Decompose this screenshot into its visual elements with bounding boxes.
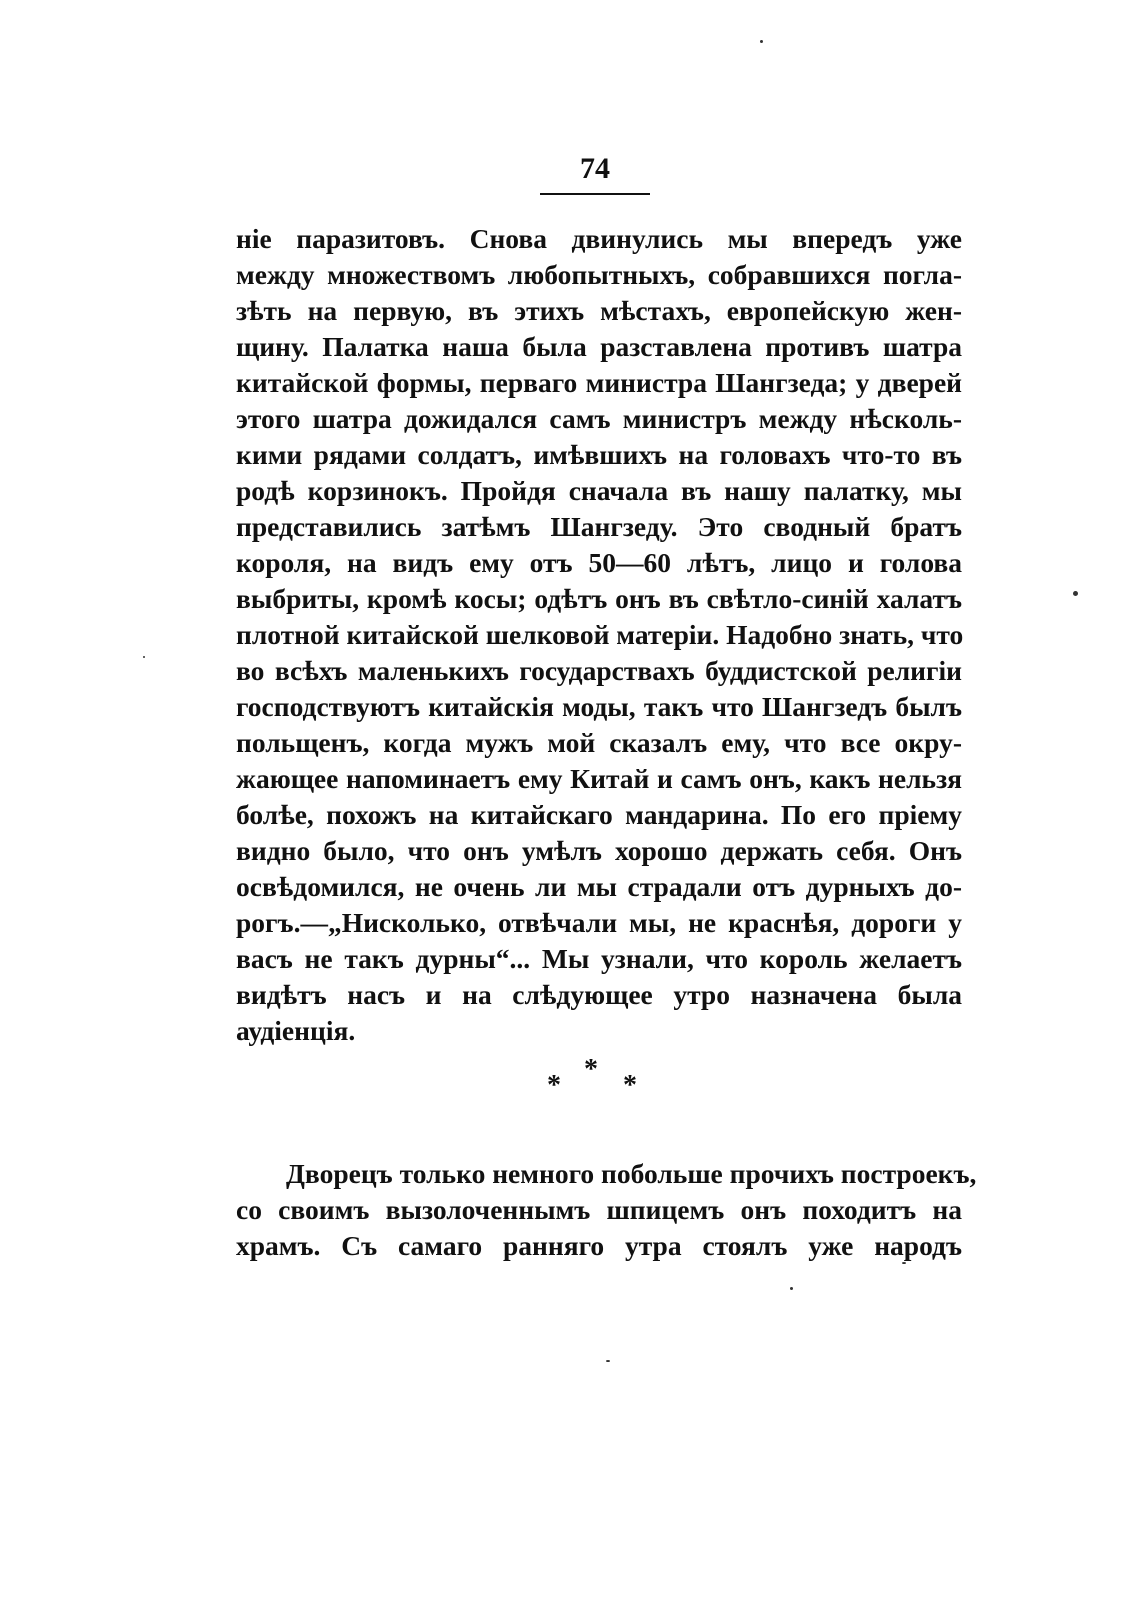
scan-speck: [790, 1287, 793, 1290]
text-line: выбриты, кромѣ косы; одѣтъ онъ въ свѣтло-синій халатъ: [236, 583, 962, 614]
asterisk-right: *: [623, 1070, 637, 1101]
text-line: видно было, что онъ умѣлъ хорошо держать себя. Онъ: [236, 835, 962, 866]
page-number: 74: [580, 152, 610, 185]
page-number-rule: [540, 193, 650, 195]
text-line: короля, на видъ ему отъ 50—60 лѣтъ, лицо и голова: [236, 547, 962, 578]
text-line: плотной китайской шелковой матеріи. Надобно знать, что: [236, 619, 964, 650]
scan-speck: [143, 656, 145, 658]
text-line: во всѣхъ маленькихъ государствахъ буддистской религіи: [236, 655, 962, 686]
paragraph-one: [236, 221, 962, 1049]
text-line: жающее напоминаетъ ему Китай и самъ онъ, какъ нельзя: [236, 763, 962, 794]
text-line: этого шатра дожидался самъ министръ между нѣсколь-: [236, 403, 962, 434]
section-break-asterisks: [530, 1054, 660, 1101]
text-line: китайской формы, перваго министра Шангзеда; у дверей: [236, 367, 962, 398]
text-line: болѣе, похожъ на китайскаго мандарина. По его пріему: [236, 799, 962, 830]
scan-speck: [760, 40, 763, 43]
text-line: кими рядами солдатъ, имѣвшихъ на головахъ что-то въ: [236, 439, 962, 470]
text-line: представились затѣмъ Шангзеду. Это сводный братъ: [236, 511, 962, 542]
scan-speck: [1073, 591, 1078, 596]
asterisk-left: *: [547, 1070, 561, 1101]
text-line: зѣть на первую, въ этихъ мѣстахъ, европейскую жен-: [236, 295, 962, 326]
text-line: со своимъ вызолоченнымъ шпицемъ онъ походитъ на: [236, 1194, 962, 1225]
text-line: господствуютъ китайскія моды, такъ что Шангзедъ былъ: [236, 691, 962, 722]
text-line: щину. Палатка наша была разставлена противъ шатра: [236, 331, 962, 362]
text-line: освѣдомился, не очень ли мы страдали отъ дурныхъ до-: [236, 871, 962, 902]
text-line: васъ не такъ дурны“... Мы узнали, что король желаетъ: [236, 943, 962, 974]
scan-speck: [606, 1360, 610, 1362]
text-line: видѣтъ насъ и на слѣдующее утро назначена была: [236, 979, 962, 1010]
scan-speck: [902, 1262, 906, 1264]
text-line: аудіенція.: [236, 1015, 356, 1046]
text-line: рогъ.—„Нисколько, отвѣчали мы, не краснѣя, дороги у: [236, 907, 962, 938]
text-line: между множествомъ любопытныхъ, собравшихся погла-: [236, 259, 962, 290]
text-line: польщенъ, когда мужъ мой сказалъ ему, что все окру-: [236, 727, 962, 758]
text-line: Дворецъ только немного побольше прочихъ построекъ,: [286, 1158, 977, 1189]
text-line: родѣ корзинокъ. Пройдя сначала въ нашу палатку, мы: [236, 475, 962, 506]
text-line: храмъ. Съ самаго ранняго утра стоялъ уже народъ: [236, 1230, 962, 1261]
paragraph-two: [236, 1156, 977, 1264]
asterisk-top: *: [584, 1054, 598, 1085]
text-line: ніе паразитовъ. Снова двинулись мы впередъ уже: [236, 223, 962, 254]
